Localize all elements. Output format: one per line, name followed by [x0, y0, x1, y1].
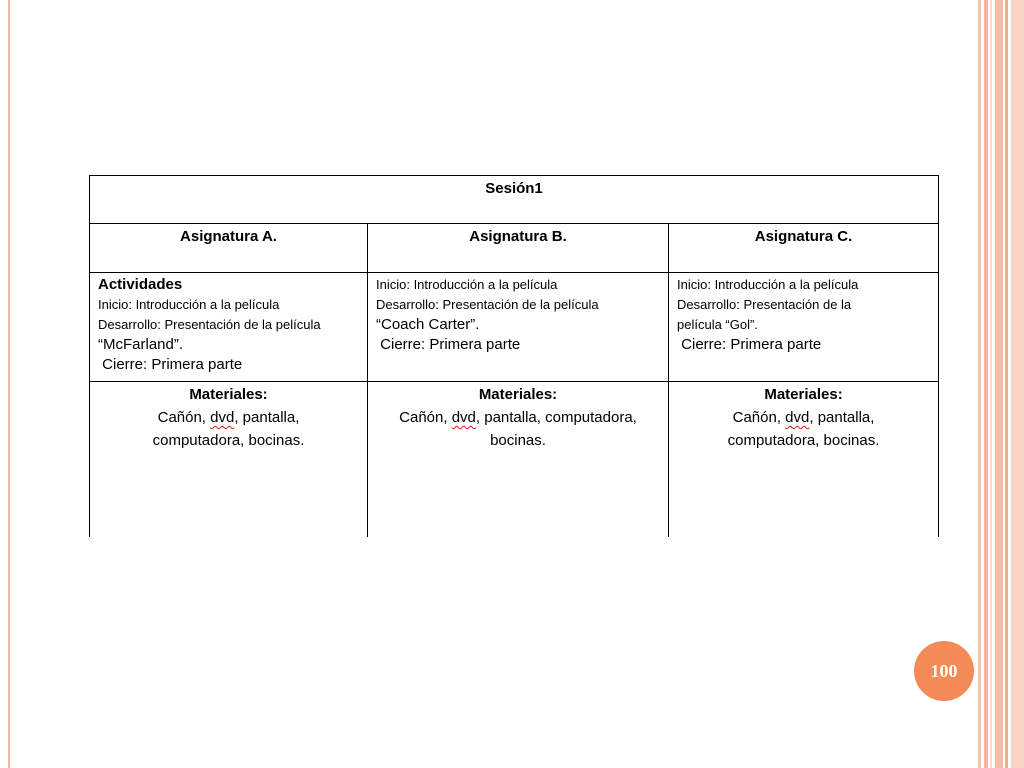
- left-border-line: [8, 0, 10, 768]
- activity-line: Cierre: Primera parte: [98, 356, 243, 373]
- activities-cell-a: [90, 273, 368, 382]
- column-header-c: Asignatura C.: [669, 224, 939, 273]
- activity-line: “McFarland”.: [98, 336, 184, 353]
- activities-cell-c: [669, 273, 939, 382]
- misspelled-word: dvd: [451, 409, 476, 426]
- activity-line: Inicio: Introducción a la película: [376, 277, 558, 292]
- materials-text: , pantalla,: [809, 409, 875, 426]
- activity-line: Cierre: Primera parte: [376, 336, 521, 353]
- activity-line: Cierre: Primera parte: [677, 336, 822, 353]
- activities-row: [90, 273, 939, 382]
- stripe: [1011, 0, 1024, 768]
- activity-line: Inicio: Introducción a la película: [677, 277, 859, 292]
- materials-cell-c: [669, 382, 939, 538]
- materials-label: Materiales:: [478, 386, 558, 403]
- materials-cell-b: [368, 382, 669, 538]
- session-title: Sesión1: [90, 176, 939, 224]
- materials-line: [669, 406, 938, 429]
- activity-line: Inicio: Introducción a la película: [98, 297, 280, 312]
- activity-line: Desarrollo: Presentación de la película: [98, 317, 321, 332]
- materials-label: Materiales:: [189, 386, 268, 403]
- materials-line: bocinas.: [490, 432, 546, 449]
- materials-text: , pantalla, computadora,: [475, 409, 637, 426]
- materials-line: computadora, bocinas.: [727, 432, 880, 449]
- activity-line: Desarrollo: Presentación de la película: [376, 297, 599, 312]
- session-table: [89, 175, 939, 537]
- activity-line: “Coach Carter”.: [376, 316, 480, 333]
- materials-text: Cañón,: [732, 409, 786, 426]
- materials-text: Cañón,: [399, 409, 452, 426]
- stripe: [995, 0, 1003, 768]
- materials-line: [90, 406, 367, 429]
- materials-line: computadora, bocinas.: [152, 432, 305, 449]
- materials-row: [90, 382, 939, 538]
- materials-line: [368, 406, 668, 429]
- column-header-a: Asignatura A.: [90, 224, 368, 273]
- header-row: [90, 224, 939, 273]
- stripe: [978, 0, 981, 768]
- stripe: [1005, 0, 1008, 768]
- stripe: [984, 0, 988, 768]
- misspelled-word: dvd: [785, 409, 810, 426]
- activities-cell-b: [368, 273, 669, 382]
- column-header-b: Asignatura B.: [368, 224, 669, 273]
- right-decorative-stripes: [978, 0, 1024, 768]
- materials-text: Cañón,: [157, 409, 211, 426]
- page-number-badge: 100: [914, 641, 974, 701]
- activity-line: película “Gol”.: [677, 317, 758, 332]
- materials-cell-a: [90, 382, 368, 538]
- activities-label: Actividades: [98, 276, 183, 293]
- session-table-container: [89, 175, 938, 537]
- stripe: [990, 0, 992, 768]
- title-row: [90, 176, 939, 224]
- materials-label: Materiales:: [764, 386, 843, 403]
- activity-line: Desarrollo: Presentación de la: [677, 297, 852, 312]
- materials-text: , pantalla,: [234, 409, 300, 426]
- misspelled-word: dvd: [210, 409, 235, 426]
